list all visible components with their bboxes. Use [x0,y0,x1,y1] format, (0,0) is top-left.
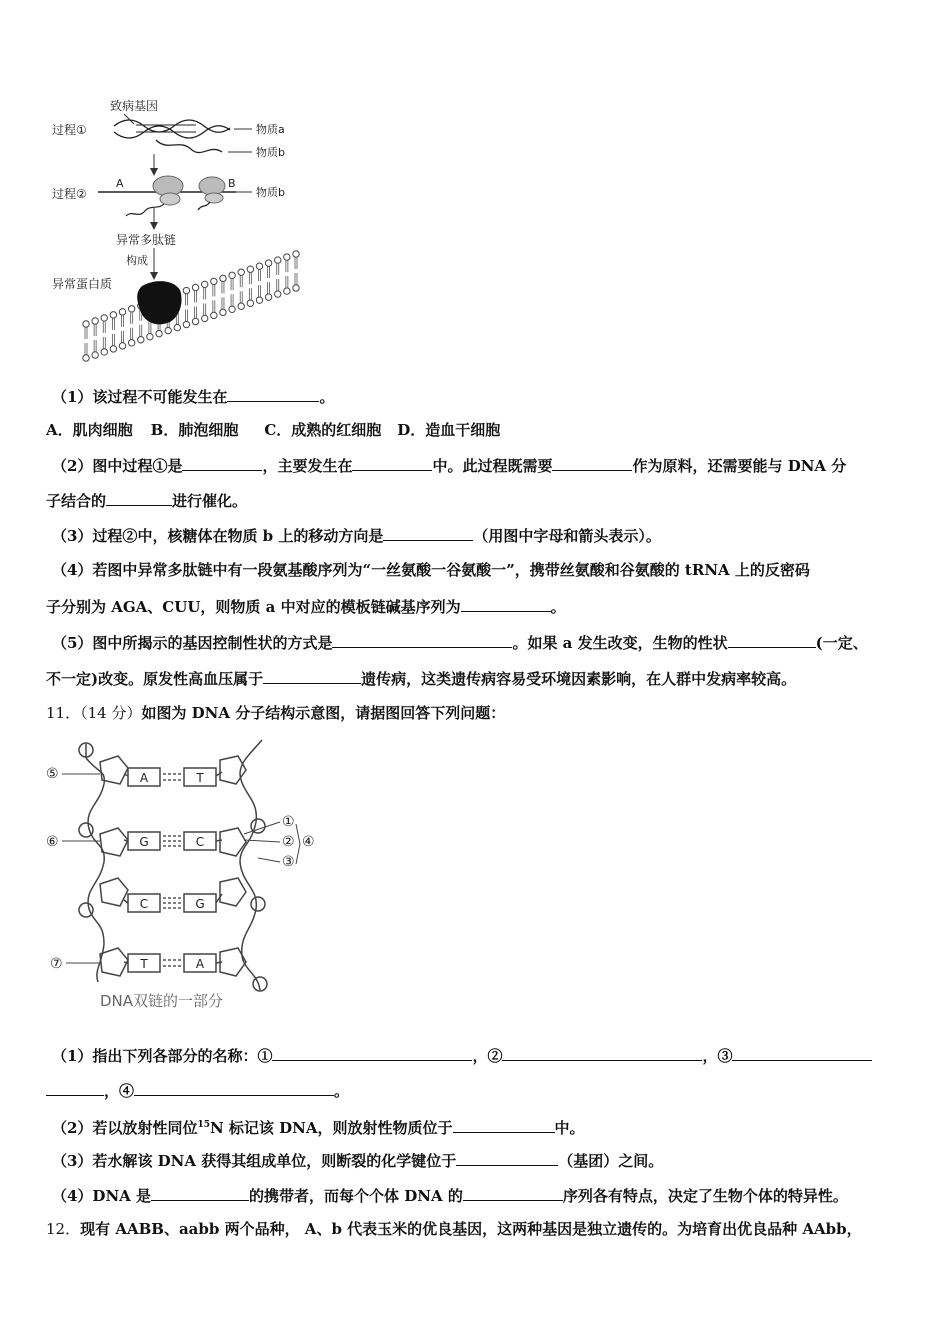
phospholipid-head [238,303,244,309]
question-number: 12． [46,1220,81,1238]
q10-part5 [52,632,868,653]
phospholipid-head [256,297,262,303]
phospholipid-head [247,266,253,272]
q11-p1-c: ，③ [702,1047,733,1065]
base-letter: T [196,771,204,785]
phospholipid-head [183,287,189,293]
base-letter: A [195,957,205,971]
phospholipid-head [256,263,262,269]
q11-stem-text: 如图为 DNA 分子结构示意图，请据图回答下列问题： [141,704,506,722]
substance-b-label: 物质b [256,146,285,159]
phospholipid-head [119,309,125,315]
dna-caption: DNA双链的一部分 [100,992,224,1010]
q11-part2 [52,1115,585,1138]
answer-blank[interactable] [383,525,473,541]
q11-part3 [52,1150,663,1171]
phospholipid-head [238,269,244,275]
point-b-label: B [228,177,236,190]
substance-a-label: 物质a [256,123,285,136]
answer-blank[interactable] [332,632,512,648]
q10-part5-cont [46,668,796,689]
q11-part1-cont [46,1080,349,1101]
phospholipid-head [92,352,98,358]
phospholipid-head [201,315,207,321]
callout-1: ① [282,814,295,830]
q10-p5-e: 遗传病，这类遗传病容易受环境因素影响，在人群中发病率较高。 [361,670,797,688]
callout-4: ④ [302,834,315,850]
q11-p4-c: 序列各有特点，决定了生物个体的特异性。 [562,1187,848,1205]
compose-label: 构成 [126,254,148,267]
q10-p2-c: 中。此过程既需要 [432,457,553,475]
phospholipid-head [83,355,89,361]
q10-p1-post: 。 [319,388,335,406]
gene-label: 致病基因 [110,99,159,113]
answer-blank[interactable] [46,1080,104,1096]
option-b[interactable]: B．肺泡细胞 [150,421,239,439]
q10-p5-b: 。如果 a 发生改变，生物的性状 [512,634,728,652]
phospholipid-head [110,312,116,318]
answer-blank[interactable] [182,455,262,471]
base-letter: T [140,957,148,971]
process2-label: 过程② [52,187,87,201]
answer-blank[interactable] [227,386,319,402]
answer-blank[interactable] [552,455,632,471]
process1-label: 过程① [52,123,87,137]
gene-expression-figure [46,92,316,364]
phospholipid-head [229,272,235,278]
phospholipid-head [147,333,153,339]
q11-p1-e: 。 [334,1082,350,1100]
q10-part1 [52,386,334,407]
q10-p3-a: （3）过程②中，核糖体在物质 b 上的移动方向是 [52,527,384,545]
q11-p2-b: N 标记该 DNA，则放射性物质位于 [209,1119,453,1137]
answer-blank[interactable] [134,1080,334,1096]
q10-part4-cont [46,596,566,617]
q10-p2-d: 作为原料，还需要能与 DNA 分 [632,457,847,475]
q11-p1-d: ，④ [104,1082,135,1100]
q12-stem [46,1219,862,1239]
base-letter: C [139,897,149,911]
q10-part2 [52,455,846,476]
q11-p3-b: （基团）之间。 [558,1152,664,1170]
q11-p4-a: （4）DNA 是 [52,1187,152,1205]
base-letter: C [195,835,205,849]
q10-part2-cont [46,490,247,511]
callout-5: ⑤ [46,766,59,782]
phospholipid-head [265,294,271,300]
answer-blank[interactable] [272,1045,472,1061]
base-letter: A [139,771,149,785]
q10-p2-f: 进行催化。 [172,492,248,510]
phospholipid-head [174,324,180,330]
base-letter: G [195,897,205,911]
base-letter: G [139,835,149,849]
option-a[interactable]: A．肌肉细胞 [46,421,133,439]
q11-p2-a: （2）若以放射性同位 [52,1119,198,1137]
phospholipid-head [101,349,107,355]
q11-p1-b: ，② [472,1047,503,1065]
phospholipid-head [247,300,253,306]
phospholipid-head [128,340,134,346]
dna-structure-figure [44,734,324,1016]
abnormal-peptide-label: 异常多肽链 [116,233,177,247]
phospholipid-head [220,275,226,281]
q10-p5-a: （5）图中所揭示的基因控制性状的方式是 [52,634,333,652]
answer-blank[interactable] [463,1185,563,1201]
callout-2: ② [282,834,295,850]
phospholipid-head [156,330,162,336]
q10-options [46,420,500,440]
isotope-superscript: 15 [197,1120,210,1130]
phospholipid-head [284,254,290,260]
answer-blank[interactable] [151,1185,249,1201]
answer-blank[interactable] [502,1045,702,1061]
q10-p3-b: （用图中字母和箭头表示）。 [473,527,661,545]
q10-p4-c: 。 [550,598,566,616]
phospholipid-head [138,337,144,343]
answer-blank[interactable] [456,1150,558,1166]
phospholipid-head [119,343,125,349]
q11-p3-a: （3）若水解该 DNA 获得其组成单位，则断裂的化学键位于 [52,1152,457,1170]
abnormal-protein-label: 异常蛋白质 [52,277,113,291]
phospholipid-head [192,318,198,324]
q11-part4 [52,1185,848,1206]
q10-p2-a: （2）图中过程①是 [52,457,183,475]
phospholipid-head [275,257,281,263]
answer-blank[interactable] [453,1117,555,1133]
phospholipid-head [183,321,189,327]
phospholipid-head [101,315,107,321]
q10-p2-e: 子结合的 [46,492,107,510]
q10-p4-b: 子分别为 AGA、CUU，则物质 a 中对应的模板链碱基序列为 [46,598,461,616]
phospholipid-head [265,260,271,266]
phospholipid-head [220,309,226,315]
callout-6: ⑥ [46,834,59,850]
q10-p1-pre: （1）该过程不可能发生在 [52,388,228,406]
q10-p2-b: ，主要发生在 [262,457,353,475]
phospholipid-head [110,346,116,352]
phospholipid-head [192,284,198,290]
phospholipid-head [293,285,299,291]
answer-blank[interactable] [461,596,551,612]
answer-blank[interactable] [106,490,172,506]
phospholipid-head [211,278,217,284]
answer-blank[interactable] [352,455,432,471]
phospholipid-head [165,327,171,333]
phospholipid-head [293,251,299,257]
phospholipid-head [128,306,134,312]
point-a-label: A [116,177,124,190]
answer-blank[interactable] [732,1045,872,1061]
question-score: （14 分） [80,704,142,722]
q12-stem-text: 现有 AABB、aabb 两个品种， A、b 代表玉米的优良基因，这两种基因是独立遗传的。为培育出优良品种 AAbb， [80,1220,862,1238]
phospholipid-head [83,321,89,327]
q10-part4 [52,560,810,580]
q11-p1-a: （1）指出下列各部分的名称：① [52,1047,273,1065]
callout-7: ⑦ [50,956,63,972]
phospholipid-head [284,288,290,294]
q10-p5-d: 不一定)改变。原发性高血压属于 [46,670,264,688]
answer-blank[interactable] [728,632,816,648]
q11-part1 [52,1045,872,1066]
phospholipid-head [275,291,281,297]
phospholipid-head [229,306,235,312]
phospholipid-head [92,318,98,324]
q11-stem [46,703,505,723]
cell-membrane [83,251,299,361]
q10-p5-c: (一定、 [815,634,868,652]
phospholipid-head [211,312,217,318]
question-number: 11． [46,704,81,722]
q11-p2-c: 中。 [554,1119,585,1137]
answer-blank[interactable] [263,668,361,684]
callout-3: ③ [282,854,295,870]
substance-b2-label: 物质b [256,186,285,199]
option-d[interactable]: D．造血干细胞 [397,421,501,439]
q10-part3 [52,525,661,546]
q10-p4-a: （4）若图中异常多肽链中有一段氨基酸序列为“一丝氨酸一谷氨酸一”，携带丝氨酸和谷氨酸的 tRNA 上的反密码 [52,561,810,579]
phospholipid-head [201,281,207,287]
option-c[interactable]: C．成熟的红细胞 [264,421,382,439]
q11-p4-b: 的携带者，而每个个体 DNA 的 [249,1187,463,1205]
